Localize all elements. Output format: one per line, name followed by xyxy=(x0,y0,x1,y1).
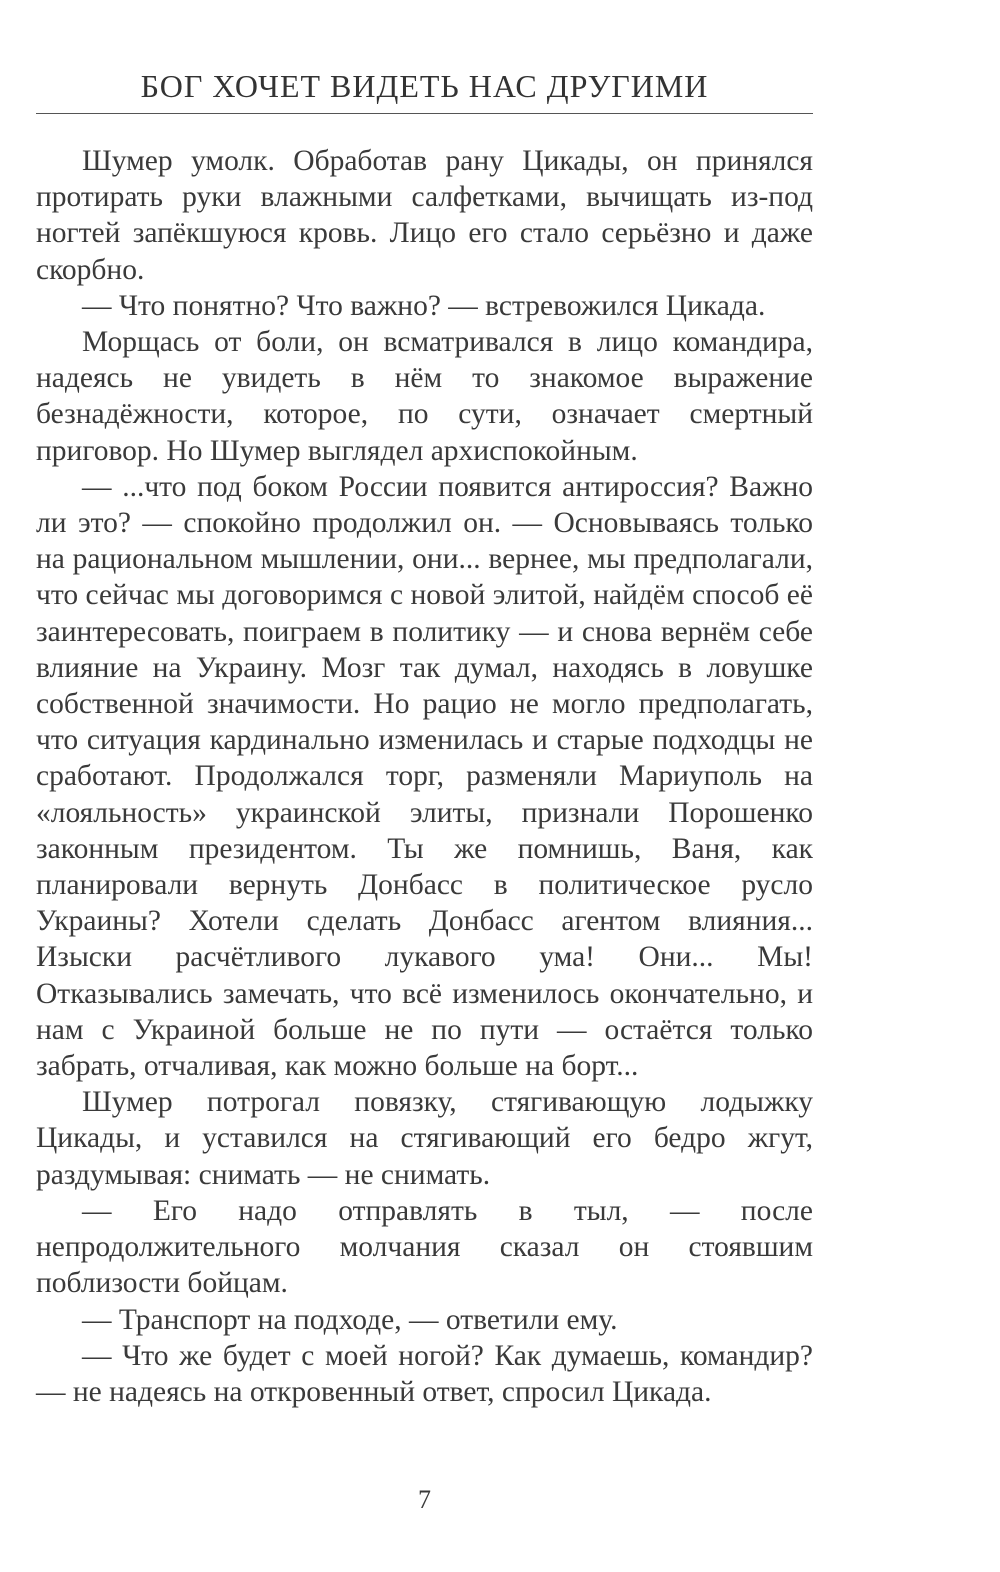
header-rule xyxy=(36,113,813,114)
paragraph: — Транспорт на подходе, — ответили ему. xyxy=(82,1303,618,1336)
paragraph: — Его надо отправлять в тыл, — после непродолжительного молчания сказал он стоявшим поблизости бойцам. xyxy=(36,1194,813,1300)
page-number: 7 xyxy=(418,1485,431,1514)
paragraph: — Что понятно? Что важно? — встревожился Цикада. xyxy=(82,289,766,322)
paragraph: Шумер умолк. Обработав рану Цикады, он принялся протирать руки влажными салфетками, вычищать из-под ногтей запёкшуюся кровь. Лицо его стало серьёзно и даже скорбно. xyxy=(36,145,813,286)
paragraph: — Что же будет с моей ногой? Как думаешь, командир? — не надеясь на откровенный ответ, спросил Цикада. xyxy=(36,1339,813,1408)
paragraph: Шумер потрогал повязку, стягивающую лодыжку Цикады, и уставился на стягивающий его бедро жгут, раздумывая: снимать — не снимать. xyxy=(36,1086,813,1191)
paragraph: Морщась от боли, он всматривался в лицо командира, надеясь не увидеть в нём то знакомое выражение безнадёжности, которое, по сути, означает смертный приговор. Но Шумер выглядел архиспокойным. xyxy=(36,326,813,467)
running-head: БОГ ХОЧЕТ ВИДЕТЬ НАС ДРУГИМИ xyxy=(140,68,709,104)
paragraph: — ...что под боком России появится антироссия? Важно ли это? — спокойно продолжил он. — Основываясь только на рациональном мышлении, они... вернее, мы предполагали, что сейчас мы договоримся с новой элитой, найдём способ её заинтересовать, поиграем в политику — и снова вернём себе влияние на Украину. Мозг так думал, находясь в ловушке собственной значимости. Но рацио не могло предполагать, что ситуация кардинально изменилась и старые подходцы не сработают. Продолжался торг, разменяли Мариуполь на «лояльность» украинской элиты, признали Порошенко законным президентом. Ты же помнишь, Ваня, как планировали вернуть Донбасс в политическое русло Украины? Хотели сделать Донбасс агентом влияния... Изыски расчётливого лукавого ума! Они... Мы! Отказывались замечать, что всё изменилось окончательно, и нам с Украиной больше не по пути — остаётся только забрать, отчаливая, как можно больше на борт... xyxy=(36,470,813,1083)
text-body xyxy=(36,143,813,1410)
